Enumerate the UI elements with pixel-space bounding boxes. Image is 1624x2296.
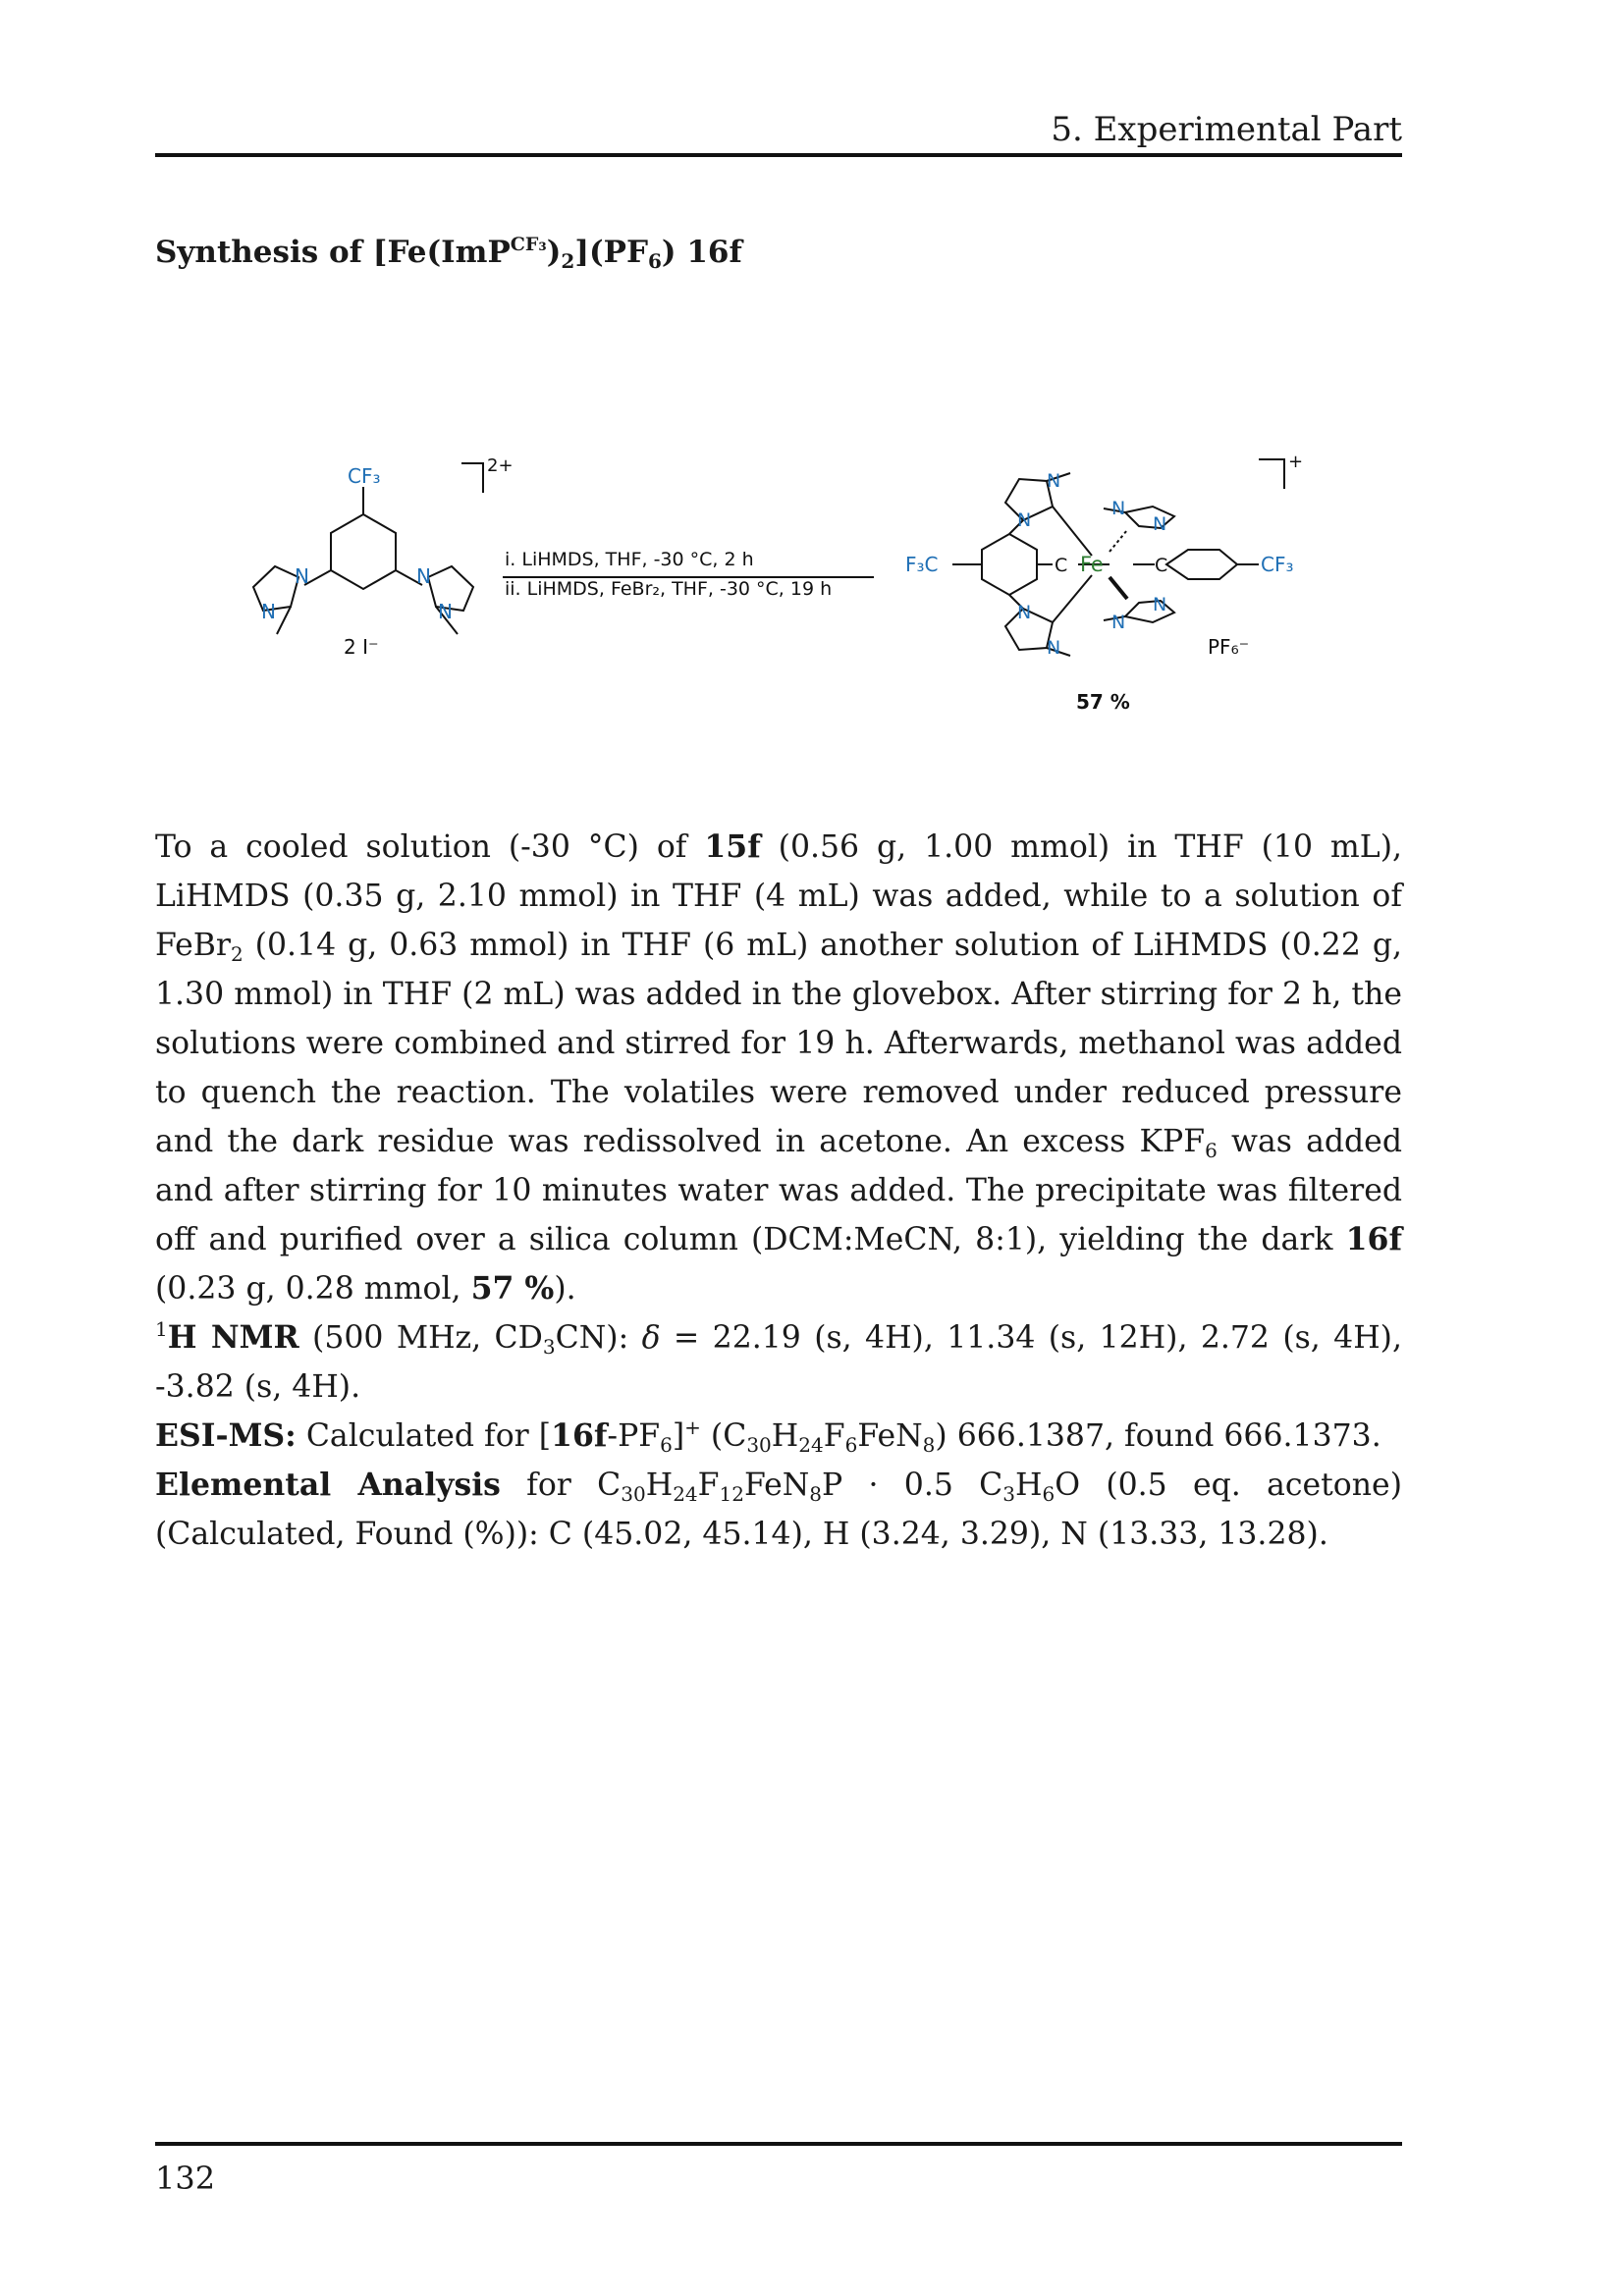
product-n-right-bottom: N [1111, 612, 1126, 633]
condition-2: ii. LiHMDS, FeBr₂, THF, -30 °C, 19 h [505, 578, 833, 600]
metal-center: Fe [1080, 553, 1104, 576]
product-n-bottom-2: N [1047, 637, 1061, 659]
condition-1: i. LiHMDS, THF, -30 °C, 2 h [505, 549, 754, 570]
reactant-charge-label: 2+ [487, 455, 514, 476]
reactant-cf3-label: CF₃ [348, 464, 381, 488]
reactant-charge-bracket [461, 463, 483, 493]
product-aryl-right [1166, 550, 1237, 579]
reactant-counterion: 2 I⁻ [344, 635, 379, 659]
footer-rule [155, 2142, 1402, 2146]
product-charge-bracket [1259, 459, 1284, 489]
reactant-imidazolium-left [253, 566, 298, 611]
experimental-text [155, 823, 1402, 1559]
procedure-paragraph: To a cooled solution (-30 °C) of 15f (0.56 g, 1.00 mmol) in THF (10 mL), LiHMDS (0.35 g, 2.10 mmol) in THF (4 mL) was added, while to a solution of FeBr$_2$ (0.14 g, 0.63 mmol) in THF (6 mL) another solution of LiHMDS (0.22 g, 1.30 mmol) in THF (2 mL) was added in the glovebox. After stirring for 2 h, the solutions were combined and stirred for 19 h. Afterwards, methanol was added to quench the reaction. The volatiles were removed under reduced pressure and the dark residue was redissolved in acetone. An excess $KPF_6$ was added and after stirring for 10 minutes water was added. The precipitate was filtered off and purified over a silica column (DCM:MeCN, 8:1), yielding the dark 16f (0.23 g, 0.28 mmol, 57 %). [155, 828, 1402, 1307]
product-carbene-right-bottom [1125, 601, 1174, 622]
section-title: Synthesis of $[Fe(ImP^{CF_3})_2](PF_6)$ 16f [155, 234, 742, 273]
product-yield: 57 % [1076, 690, 1130, 714]
product-left-group: F₃C [905, 553, 939, 576]
product-n-right-top-2: N [1153, 513, 1167, 535]
reaction-scheme [226, 432, 1335, 746]
product-right-group: CF₃ [1261, 553, 1294, 576]
product-counterion: PF₆⁻ [1208, 635, 1250, 659]
nmr-data: $^1$H NMR (500 MHz, $CD_3CN$): δ = 22.19 (s, 4H), 11.34 (s, 12H), 2.72 (s, 4H), -3.82 (s, 4H). [155, 1317, 1402, 1405]
product-carbene-right-top [1125, 507, 1174, 528]
product-n-right-top: N [1111, 498, 1126, 519]
reactant-n-right: N [416, 564, 431, 588]
product-n-right-bottom-2: N [1153, 594, 1167, 615]
header-rule [155, 153, 1402, 157]
page-number: 132 [155, 2160, 216, 2197]
carbene-carbon-left: C [1055, 555, 1068, 576]
reactant-benzene-ring [331, 514, 396, 589]
reactant-n-left-2: N [261, 600, 276, 623]
running-header: 5. Experimental Part [1051, 110, 1402, 149]
product-n-top-2: N [1047, 470, 1061, 492]
product-n-top: N [1017, 509, 1032, 531]
reactant-n-right-2: N [438, 600, 453, 623]
elemental-analysis: Elemental Analysis for $C_{30}H_{24}F_{12}FeN_8P \cdot 0.5$ $C_3H_6O$ (0.5 eq. acetone) (Calculated, Found (%)): C (45.02, 45.14), H (3.24, 3.29), N (13.33, 13.28). [155, 1467, 1402, 1552]
product-charge-label: + [1288, 452, 1304, 472]
esi-ms-data: ESI-MS: Calculated for $[16f-PF_6]^+$ $(C_{30}H_{24}F_6FeN_8)$ 666.1387, found 666.1373. [155, 1415, 1381, 1457]
carbene-carbon-right: C [1155, 555, 1168, 576]
product-n-bottom: N [1017, 602, 1032, 623]
reactant-n-left: N [295, 564, 309, 588]
product-aryl-left [982, 534, 1037, 595]
